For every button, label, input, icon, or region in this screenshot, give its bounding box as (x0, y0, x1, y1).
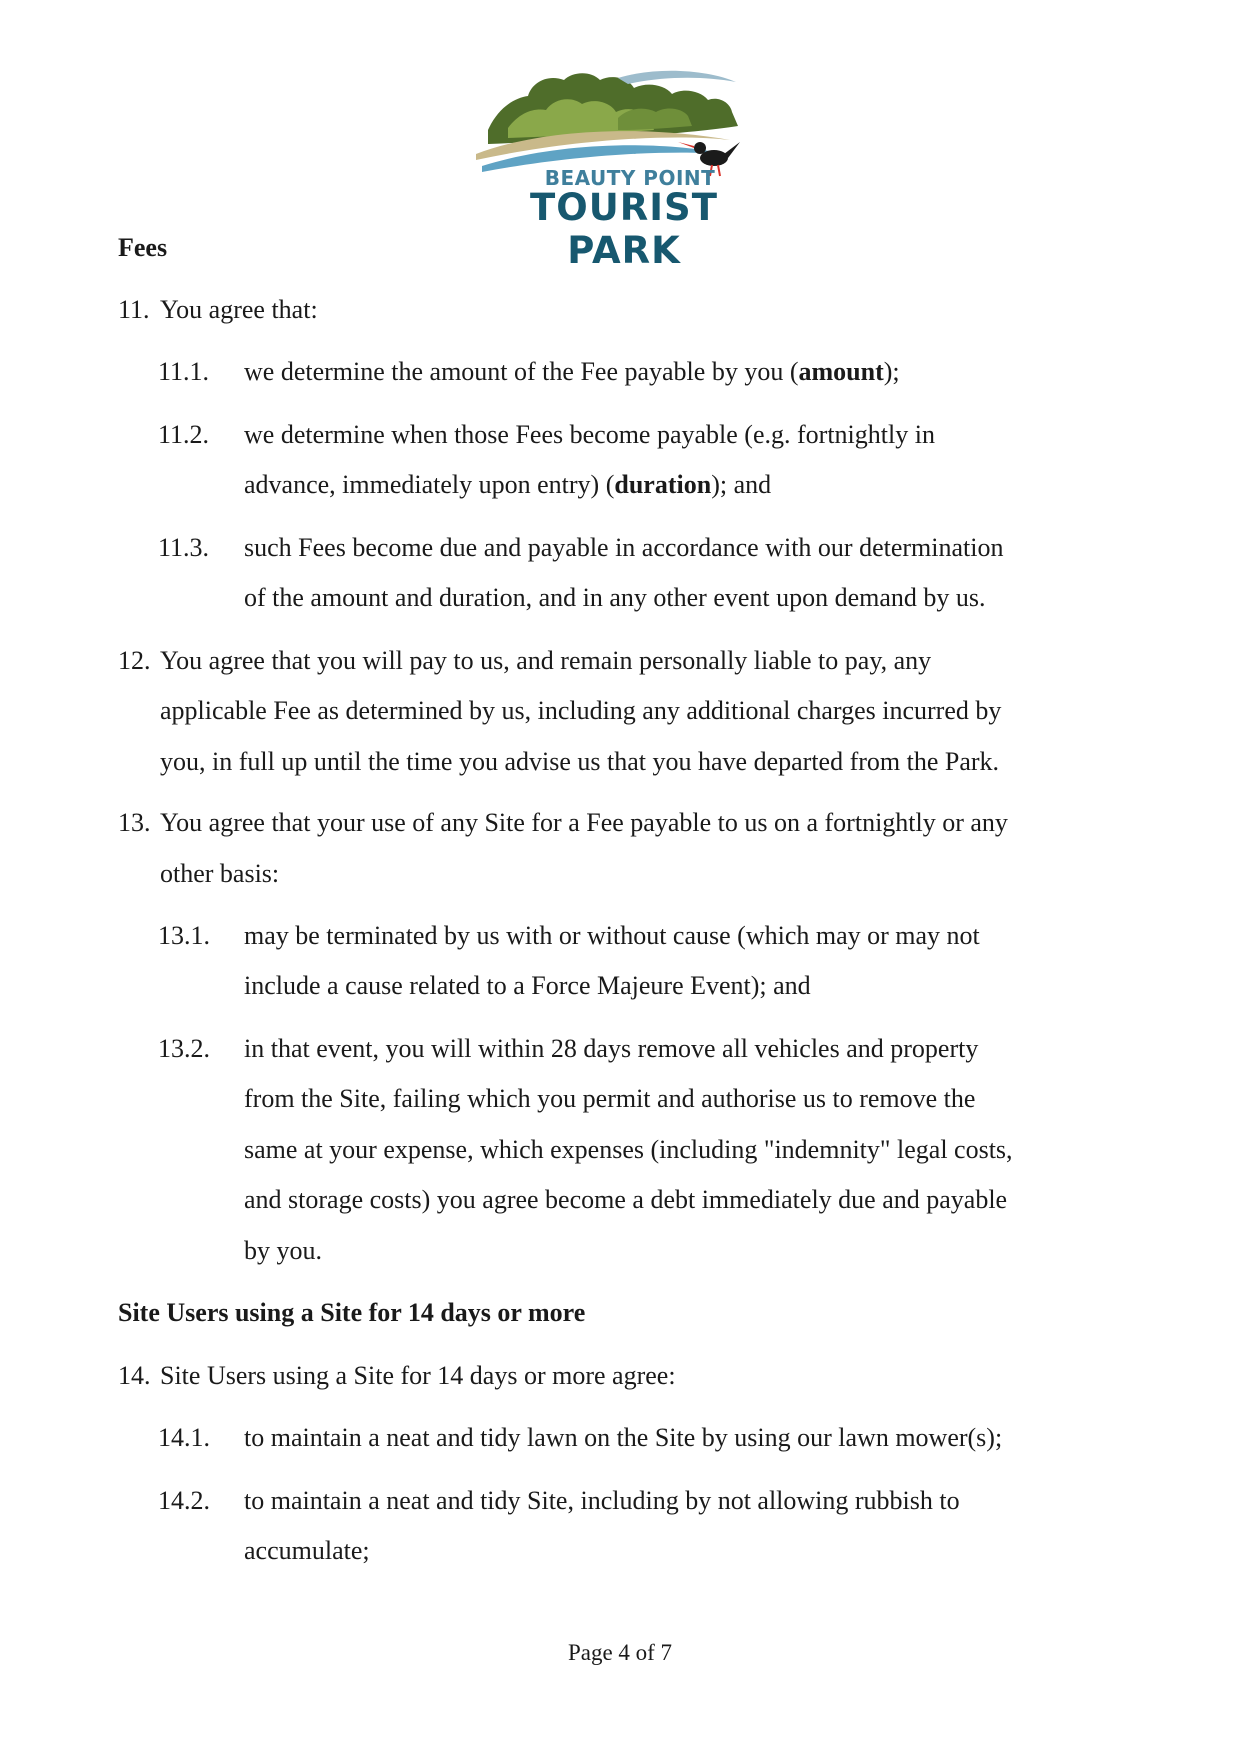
term-amount: amount (798, 357, 884, 386)
clause-12-line1: You agree that you will pay to us, and remain personally liable to pay, any (160, 646, 932, 675)
clause-11-1-text: we determine the amount of the Fee payable by you (amount); (244, 357, 900, 386)
clause-13-2-line3: same at your expense, which expenses (including "indemnity" legal costs, (244, 1135, 1013, 1164)
clause-14-1-line1: to maintain a neat and tidy lawn on the Site by using our lawn mower(s); (244, 1423, 1003, 1452)
clause-11-2-line1: we determine when those Fees become payable (e.g. fortnightly in (244, 420, 935, 449)
clause-14-2-number: 14.2. (158, 1486, 210, 1515)
clause-14-2-line1: to maintain a neat and tidy Site, including by not allowing rubbish to (244, 1486, 960, 1515)
logo-text-beauty-point: BEAUTY POINT (544, 166, 716, 190)
clause-11-text: You agree that: (160, 295, 318, 324)
clause-14-2-line2: accumulate; (244, 1536, 370, 1565)
clause-14-number: 14. (118, 1361, 151, 1390)
clause-12-line2: applicable Fee as determined by us, including any additional charges incurred by (160, 696, 1002, 725)
site-users-heading: Site Users using a Site for 14 days or more (118, 1298, 586, 1327)
clause-11-3-line1: such Fees become due and payable in accordance with our determination (244, 533, 1004, 562)
clause-13-1-number: 13.1. (158, 921, 210, 950)
clause-13-2-line5: by you. (244, 1236, 322, 1265)
clause-13-2-line2: from the Site, failing which you permit and authorise us to remove the (244, 1084, 976, 1113)
park-logo (468, 68, 780, 272)
clause-12-line3: you, in full up until the time you advise us that you have departed from the Park. (160, 747, 1000, 776)
clause-13-number: 13. (118, 808, 151, 837)
clause-11-1-number: 11.1. (158, 357, 210, 386)
term-duration: duration (614, 470, 712, 499)
clause-11-number: 11. (118, 295, 150, 324)
clause-13-line2: other basis: (160, 859, 280, 888)
clause-12-number: 12. (118, 646, 151, 675)
page-number: Page 4 of 7 (567, 1640, 673, 1665)
clause-14-1-number: 14.1. (158, 1423, 210, 1452)
clause-11-3-line2: of the amount and duration, and in any other event upon demand by us. (244, 583, 986, 612)
logo-text-tourist-park: TOURIST PARK (530, 186, 718, 272)
clause-13-line1: You agree that your use of any Site for a Fee payable to us on a fortnightly or any (160, 808, 1008, 837)
clause-11-2-number: 11.2. (158, 420, 210, 449)
clause-13-1-line2: include a cause related to a Force Majeure Event); and (244, 971, 811, 1000)
clause-13-2-line4: and storage costs) you agree become a debt immediately due and payable (244, 1185, 1008, 1214)
clause-14-text: Site Users using a Site for 14 days or more agree: (160, 1361, 676, 1390)
clause-11-3-number: 11.3. (158, 533, 210, 562)
clause-13-2-line1: in that event, you will within 28 days remove all vehicles and property (244, 1034, 979, 1063)
fees-heading: Fees (118, 233, 168, 262)
clause-13-1-line1: may be terminated by us with or without cause (which may or may not (244, 921, 980, 950)
clause-13-2-number: 13.2. (158, 1034, 210, 1063)
clause-11-2-line2: advance, immediately upon entry) (duration); and (244, 470, 772, 499)
